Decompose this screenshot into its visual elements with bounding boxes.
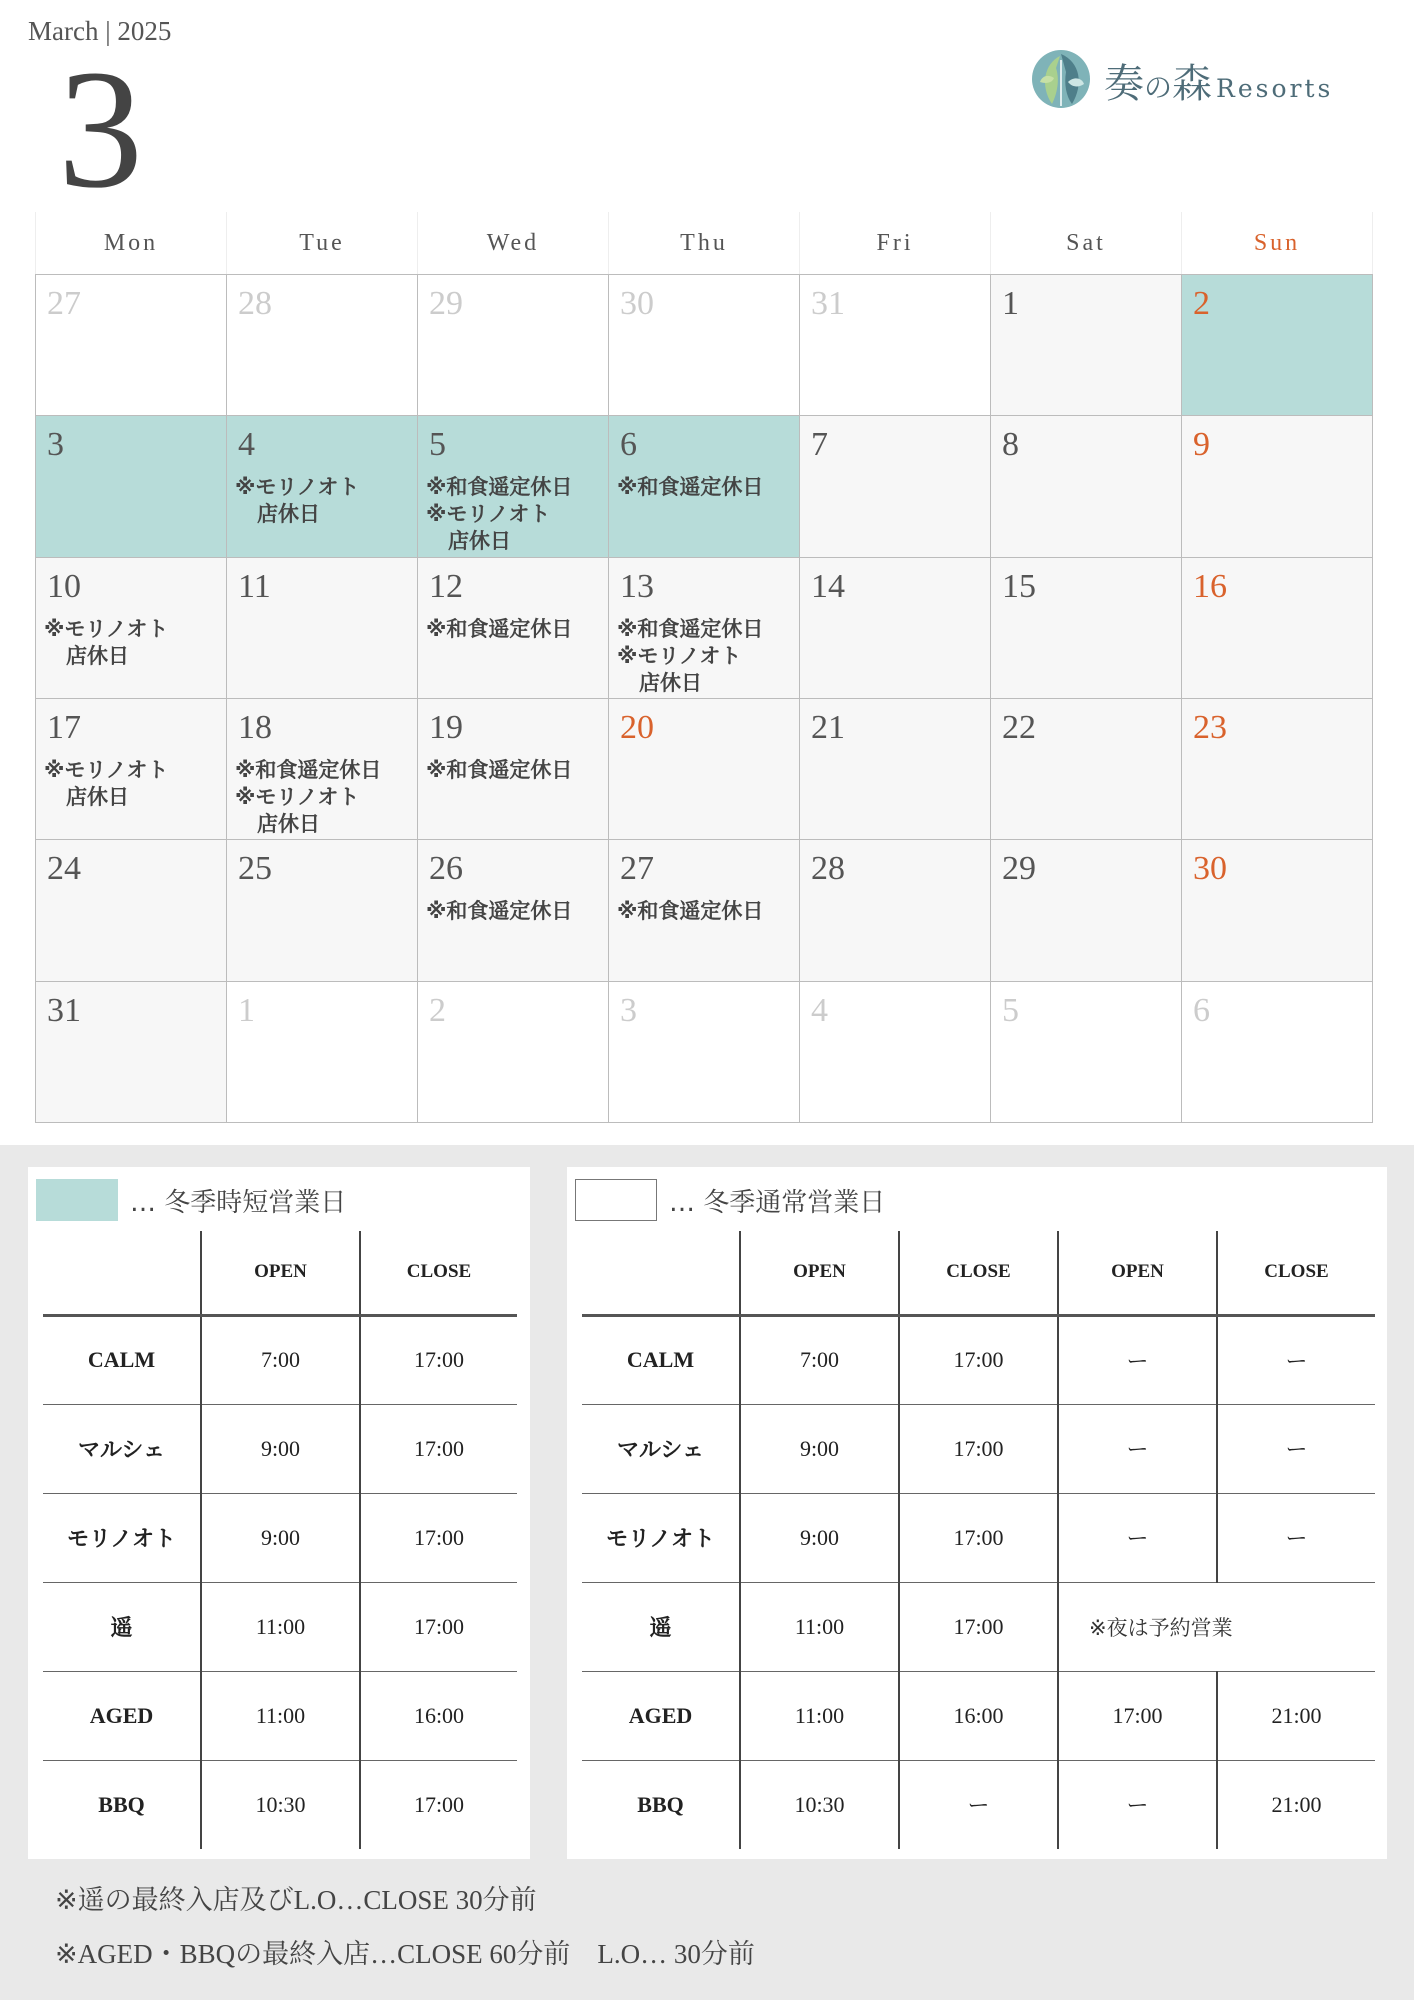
calendar-day-cell <box>609 982 800 1123</box>
closure-notes <box>235 757 415 838</box>
closure-note <box>617 616 797 643</box>
hours-section <box>0 1145 1414 2000</box>
day-number: 13 <box>620 567 654 605</box>
calendar-day-cell <box>609 416 800 557</box>
calendar-day-cell <box>418 558 609 699</box>
outlet-name: AGED <box>582 1671 740 1760</box>
weekday-label: Thu <box>609 212 800 274</box>
column-header: CLOSE <box>360 1231 517 1315</box>
calendar-day-cell <box>36 982 227 1123</box>
table-row <box>43 1582 517 1671</box>
day-number: 15 <box>1002 567 1036 605</box>
closure-note-line: ※モリノオト <box>235 784 360 809</box>
column-header: OPEN <box>740 1231 899 1315</box>
calendar-day-cell <box>227 699 418 840</box>
closure-note-line: ※モリノオト <box>426 502 551 527</box>
closure-note-line: 店休日 <box>66 643 129 668</box>
closure-note <box>617 643 797 697</box>
day-number: 27 <box>47 285 81 322</box>
day-number: 1 <box>1002 285 1019 322</box>
calendar-day-cell <box>609 558 800 699</box>
day-number: 30 <box>1193 850 1227 888</box>
closure-note <box>617 474 797 501</box>
calendar-day-cell <box>991 416 1182 557</box>
day-number: 10 <box>47 567 81 605</box>
closure-note <box>44 616 224 670</box>
closure-note <box>235 474 415 528</box>
day-number: 30 <box>620 285 654 322</box>
day-number: 24 <box>47 850 81 888</box>
outlet-name: AGED <box>43 1671 201 1760</box>
day-number: 28 <box>238 285 272 322</box>
day-number: 8 <box>1002 426 1019 464</box>
outlet-name: 遥 <box>43 1582 201 1671</box>
closure-note-line: ※和食遥定休日 <box>235 757 382 782</box>
column-header <box>43 1231 201 1315</box>
hours-cell: 10:30 <box>201 1760 360 1849</box>
closure-note-line: ※和食遥定休日 <box>617 475 764 500</box>
calendar-day-cell <box>1182 275 1373 416</box>
hours-cell: 11:00 <box>740 1582 899 1671</box>
closure-note-line: 店休日 <box>257 811 320 836</box>
weekday-label: Tue <box>227 212 418 274</box>
day-number: 4 <box>811 991 828 1029</box>
table-row <box>43 1404 517 1493</box>
legend-label: … 冬季通常営業日 <box>669 1187 886 1218</box>
closure-note-line: ※和食遥定休日 <box>617 899 764 924</box>
calendar-day-cell <box>227 982 418 1123</box>
day-number: 2 <box>429 991 446 1029</box>
column-header: OPEN <box>1058 1231 1217 1315</box>
table-row <box>582 1760 1375 1849</box>
short-hours-panel <box>28 1167 530 1859</box>
day-number: 1 <box>238 991 255 1029</box>
hours-cell: ー <box>899 1760 1058 1849</box>
day-number: 3 <box>620 991 637 1029</box>
legend-label: … 冬季時短営業日 <box>130 1187 347 1218</box>
hours-cell: 17:00 <box>899 1404 1058 1493</box>
table-row <box>582 1582 1375 1671</box>
hours-cell: 9:00 <box>201 1404 360 1493</box>
normal-hours-legend <box>575 1179 885 1221</box>
closure-note-line: ※和食遥定休日 <box>426 616 573 641</box>
hours-cell: 16:00 <box>360 1671 517 1760</box>
calendar-day-cell <box>991 558 1182 699</box>
hours-cell: 21:00 <box>1217 1760 1375 1849</box>
hours-cell: 9:00 <box>740 1404 899 1493</box>
month-number: 3 <box>58 35 143 223</box>
hours-cell: 7:00 <box>740 1315 899 1404</box>
closure-note-line: 店休日 <box>66 784 129 809</box>
calendar-day-cell <box>800 416 991 557</box>
calendar-day-cell <box>1182 982 1373 1123</box>
closure-note <box>426 757 606 784</box>
hours-cell: ー <box>1217 1315 1375 1404</box>
day-number: 22 <box>1002 708 1036 746</box>
calendar-day-cell <box>991 840 1182 981</box>
hours-cell: ー <box>1058 1404 1217 1493</box>
hours-cell: ※夜は予約営業 <box>1058 1582 1375 1671</box>
day-number: 4 <box>238 426 255 464</box>
day-number: 2 <box>1193 285 1210 322</box>
closure-note <box>235 757 415 784</box>
day-number: 6 <box>620 426 637 464</box>
calendar-day-cell <box>418 840 609 981</box>
hours-cell: 16:00 <box>899 1671 1058 1760</box>
calendar-day-cell <box>609 699 800 840</box>
day-number: 27 <box>620 850 654 888</box>
closure-note <box>426 501 606 555</box>
closure-note <box>617 898 797 925</box>
closure-note <box>44 757 224 811</box>
calendar-day-cell <box>991 699 1182 840</box>
table-row <box>582 1493 1375 1582</box>
day-number: 9 <box>1193 426 1210 464</box>
day-number: 29 <box>1002 850 1036 888</box>
outlet-name: モリノオト <box>43 1493 201 1582</box>
calendar-day-cell <box>36 558 227 699</box>
outlet-name: マルシェ <box>582 1404 740 1493</box>
weekday-label: Sun <box>1182 212 1373 274</box>
calendar-day-cell <box>609 275 800 416</box>
calendar-day-cell <box>1182 558 1373 699</box>
calendar-day-cell <box>36 275 227 416</box>
day-number: 7 <box>811 426 828 464</box>
calendar-day-cell <box>991 982 1182 1123</box>
weekday-label: Sat <box>991 212 1182 274</box>
footnote: ※遥の最終入店及びL.O…CLOSE 30分前 <box>55 1885 537 1915</box>
hours-cell: ー <box>1058 1493 1217 1582</box>
day-number: 5 <box>429 426 446 464</box>
closure-note-line: ※和食遥定休日 <box>617 616 764 641</box>
hours-cell: 17:00 <box>1058 1671 1217 1760</box>
calendar-day-cell <box>227 416 418 557</box>
table-row <box>43 1760 517 1849</box>
closure-note <box>426 474 606 501</box>
day-number: 18 <box>238 708 272 746</box>
calendar-day-cell <box>227 840 418 981</box>
calendar-day-cell <box>418 982 609 1123</box>
calendar-day-cell <box>991 275 1182 416</box>
outlet-name: モリノオト <box>582 1493 740 1582</box>
column-header <box>582 1231 740 1315</box>
calendar-day-cell <box>800 982 991 1123</box>
calendar-day-cell <box>227 558 418 699</box>
hours-cell: 17:00 <box>899 1582 1058 1671</box>
outlet-name: CALM <box>582 1315 740 1404</box>
column-header: CLOSE <box>1217 1231 1375 1315</box>
outlet-name: CALM <box>43 1315 201 1404</box>
month-year-label: March | 2025 <box>28 16 172 46</box>
day-number: 11 <box>238 567 271 605</box>
day-number: 20 <box>620 708 654 746</box>
day-number: 26 <box>429 850 463 888</box>
closure-notes <box>44 757 224 811</box>
calendar-day-cell <box>418 416 609 557</box>
day-number: 28 <box>811 850 845 888</box>
outlet-name: マルシェ <box>43 1404 201 1493</box>
day-number: 12 <box>429 567 463 605</box>
day-number: 31 <box>811 285 845 322</box>
day-number: 29 <box>429 285 463 322</box>
weekday-label: Wed <box>418 212 609 274</box>
hours-cell: 17:00 <box>899 1493 1058 1582</box>
closure-note <box>426 898 606 925</box>
closure-notes <box>617 898 797 925</box>
column-header: CLOSE <box>899 1231 1058 1315</box>
calendar-day-cell <box>1182 699 1373 840</box>
leaf-logo-icon <box>1030 48 1092 110</box>
hours-cell: 9:00 <box>740 1493 899 1582</box>
closure-note-line: ※和食遥定休日 <box>426 899 573 924</box>
closure-note-line: ※モリノオト <box>44 757 169 782</box>
closure-note-line: 店休日 <box>257 502 320 527</box>
hours-cell: 17:00 <box>360 1404 517 1493</box>
day-number: 17 <box>47 708 81 746</box>
hours-cell: 21:00 <box>1217 1671 1375 1760</box>
closure-notes <box>426 757 606 784</box>
short-hours-legend <box>36 1179 346 1221</box>
calendar-day-cell <box>1182 840 1373 981</box>
calendar-day-cell <box>609 840 800 981</box>
table-row <box>582 1404 1375 1493</box>
day-number: 3 <box>47 426 64 464</box>
day-number: 14 <box>811 567 845 605</box>
outlet-name: BBQ <box>43 1760 201 1849</box>
hours-cell: ー <box>1058 1760 1217 1849</box>
closure-notes <box>426 474 606 555</box>
hours-cell: 11:00 <box>201 1582 360 1671</box>
normal-hours-panel <box>567 1167 1387 1859</box>
hours-cell: 17:00 <box>899 1315 1058 1404</box>
table-row <box>43 1493 517 1582</box>
column-header: OPEN <box>201 1231 360 1315</box>
closure-note-line: ※モリノオト <box>235 475 360 500</box>
hours-cell: 17:00 <box>360 1582 517 1671</box>
calendar-day-cell <box>36 840 227 981</box>
closure-note-line: ※モリノオト <box>44 616 169 641</box>
normal-hours-table <box>582 1231 1375 1849</box>
calendar-day-cell <box>418 699 609 840</box>
closure-note <box>235 784 415 838</box>
hours-cell: 7:00 <box>201 1315 360 1404</box>
closure-note-line: 店休日 <box>448 529 511 554</box>
hours-cell: 17:00 <box>360 1493 517 1582</box>
day-number: 25 <box>238 850 272 888</box>
hours-cell: ー <box>1058 1315 1217 1404</box>
hours-cell: ー <box>1217 1404 1375 1493</box>
day-number: 16 <box>1193 567 1227 605</box>
day-number: 5 <box>1002 991 1019 1029</box>
calendar-day-cell <box>800 558 991 699</box>
teal-swatch <box>36 1179 118 1221</box>
hours-cell: ー <box>1217 1493 1375 1582</box>
closure-note-line: ※モリノオト <box>617 643 742 668</box>
table-row <box>43 1671 517 1760</box>
hours-cell: 11:00 <box>740 1671 899 1760</box>
calendar-day-cell <box>800 275 991 416</box>
weekday-label: Fri <box>800 212 991 274</box>
closure-notes <box>617 474 797 501</box>
outlet-name: BBQ <box>582 1760 740 1849</box>
day-number: 31 <box>47 991 81 1029</box>
table-row <box>582 1315 1375 1404</box>
footnotes <box>55 1873 755 1981</box>
closure-notes <box>426 616 606 643</box>
short-hours-table <box>43 1231 517 1849</box>
calendar-day-cell <box>800 699 991 840</box>
calendar-grid <box>35 274 1373 1123</box>
day-number: 6 <box>1193 991 1210 1029</box>
weekday-header <box>35 212 1373 274</box>
calendar-day-cell <box>36 416 227 557</box>
calendar-day-cell <box>1182 416 1373 557</box>
hours-cell: 11:00 <box>201 1671 360 1760</box>
closure-notes <box>426 898 606 925</box>
logo-wordmark: 奏の森 Resorts <box>1104 61 1334 107</box>
closure-note <box>426 616 606 643</box>
white-swatch <box>575 1179 657 1221</box>
calendar-day-cell <box>227 275 418 416</box>
calendar-day-cell <box>418 275 609 416</box>
footnote: ※AGED・BBQの最終入店…CLOSE 60分前 L.O… 30分前 <box>55 1939 755 1969</box>
table-row <box>582 1671 1375 1760</box>
table-row <box>43 1315 517 1404</box>
closure-notes <box>235 474 415 528</box>
hours-cell: 10:30 <box>740 1760 899 1849</box>
day-number: 19 <box>429 708 463 746</box>
outlet-name: 遥 <box>582 1582 740 1671</box>
hours-cell: 17:00 <box>360 1315 517 1404</box>
hours-cell: 9:00 <box>201 1493 360 1582</box>
day-number: 21 <box>811 708 845 746</box>
day-number: 23 <box>1193 708 1227 746</box>
closure-note-line: ※和食遥定休日 <box>426 475 573 500</box>
closure-note-line: 店休日 <box>639 670 702 695</box>
closure-notes <box>617 616 797 697</box>
calendar-day-cell <box>36 699 227 840</box>
hours-cell: 17:00 <box>360 1760 517 1849</box>
closure-notes <box>44 616 224 670</box>
calendar-day-cell <box>800 840 991 981</box>
weekday-label: Mon <box>36 212 227 274</box>
closure-note-line: ※和食遥定休日 <box>426 757 573 782</box>
resort-logo <box>1030 46 1360 112</box>
